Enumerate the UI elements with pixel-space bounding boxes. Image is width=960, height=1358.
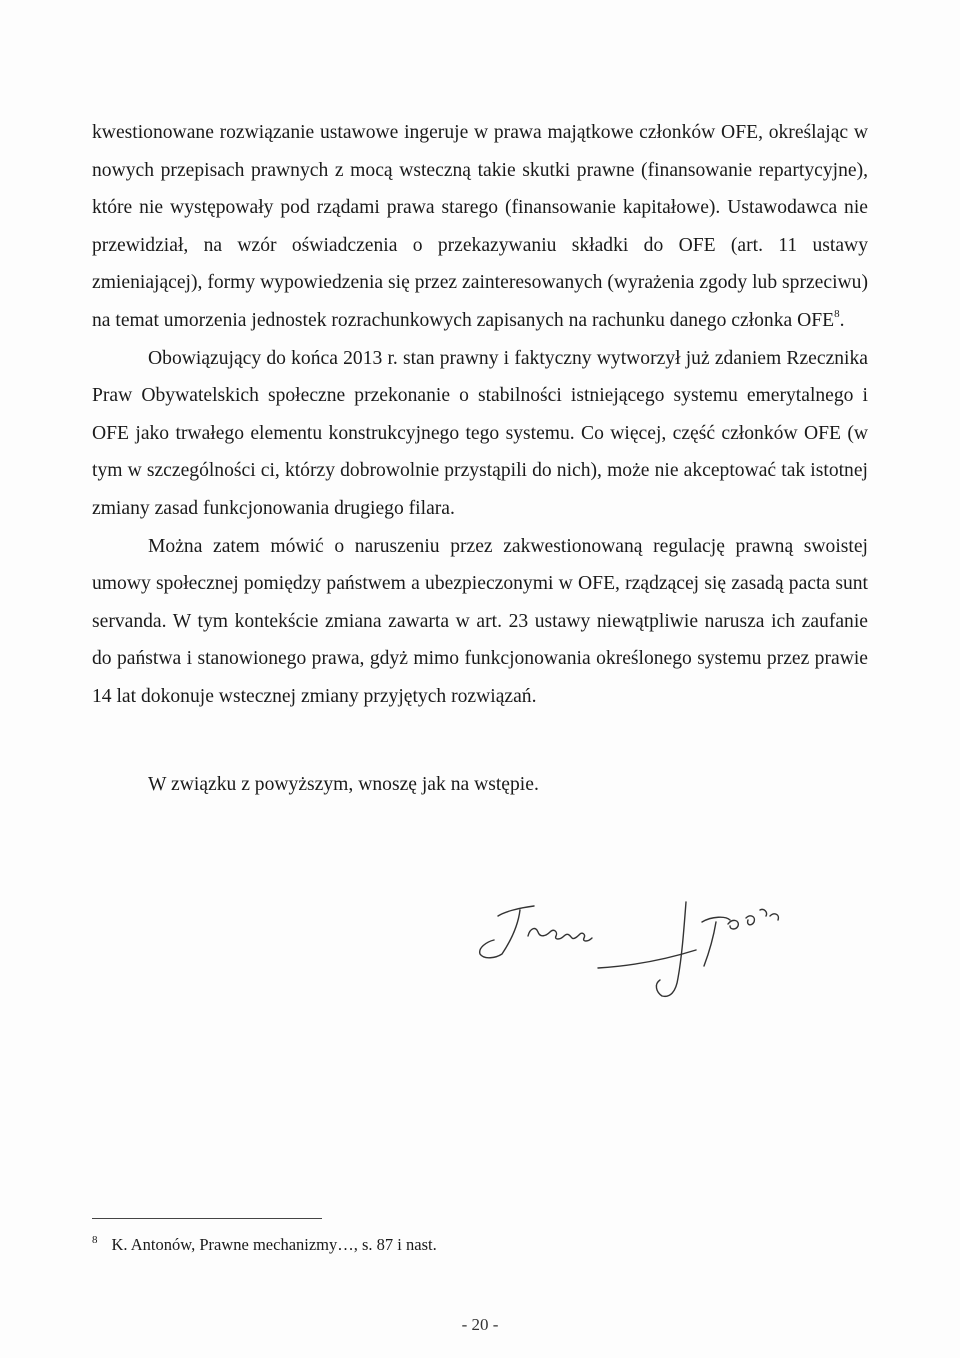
signature-stroke-ipowicz (702, 909, 778, 966)
closing-sentence: W związku z powyższym, wnoszę jak na wstępie. (148, 774, 539, 795)
paragraph-1-tail: . (839, 309, 845, 331)
signature-stroke-l (656, 902, 686, 996)
footnote-reference-8: 8 (834, 307, 840, 320)
paragraph-3-text: Można zatem mówić o naruszeniu przez zakwestionowaną regulację prawną swoistej umowy społecznej pomiędzy państwem a ubezpieczonymi w OFE, rządzącej się zasadą pacta sunt servanda. W tym kontekście zmiana zawarta w art. 23 ustawy niewątpliwie narusza ich zaufanie do państwa i stanowionego prawa, gdyż mimo funkcjonowania określonego systemu przez prawie 14 lat dokonuje wstecznej zmiany przyjętych rozwiązań. (92, 535, 868, 707)
footnote-text: K. Antonów, Prawne mechanizmy…, s. 87 i nast. (111, 1235, 437, 1254)
paragraph-1 (92, 114, 868, 340)
handwritten-signature (450, 880, 810, 1010)
signature-stroke-i (480, 906, 534, 958)
footnote-number: 8 (92, 1234, 98, 1246)
paragraph-1-text: kwestionowane rozwiązanie ustawowe ingeruje w prawa majątkowe członków OFE, określając w nowych przepisach prawnych z mocą wsteczną takie skutki prawne (finansowanie repartycyjne), które nie występowały pod rządami prawa starego (finansowanie kapitałowe). Ustawodawca nie przewidział, na wzór oświadczenia o przekazywaniu składki do OFE (art. 11 ustawy zmieniającej), formy wypowiedzenia się przez zainteresowanych (wyrażenia zgody lub sprzeciwu) na temat umorzenia jednostek rozrachunkowych zapisanych na rachunku danego członka OFE (92, 122, 868, 331)
paragraph-3 (92, 528, 868, 716)
paragraph-2 (92, 340, 868, 528)
footnote-separator (92, 1218, 322, 1219)
signature-stroke-rena (528, 929, 592, 941)
page-number: - 20 - (461, 1315, 499, 1334)
body-text (92, 114, 868, 716)
footnote (92, 1229, 437, 1256)
paragraph-2-text: Obowiązujący do końca 2013 r. stan prawny i faktyczny wytworzył już zdaniem Rzecznika Praw Obywatelskich społeczne przekonanie o stabilności istniejącego systemu emerytalnego i OFE jako trwałego elementu konstrukcyjnego tego systemu. Co więcej, część członków OFE (w tym w szczególności ci, którzy dobrowolnie przystąpili do nich), może nie akceptować tak istotnej zmiany zasad funkcjonowania drugiego filara. (92, 347, 868, 519)
